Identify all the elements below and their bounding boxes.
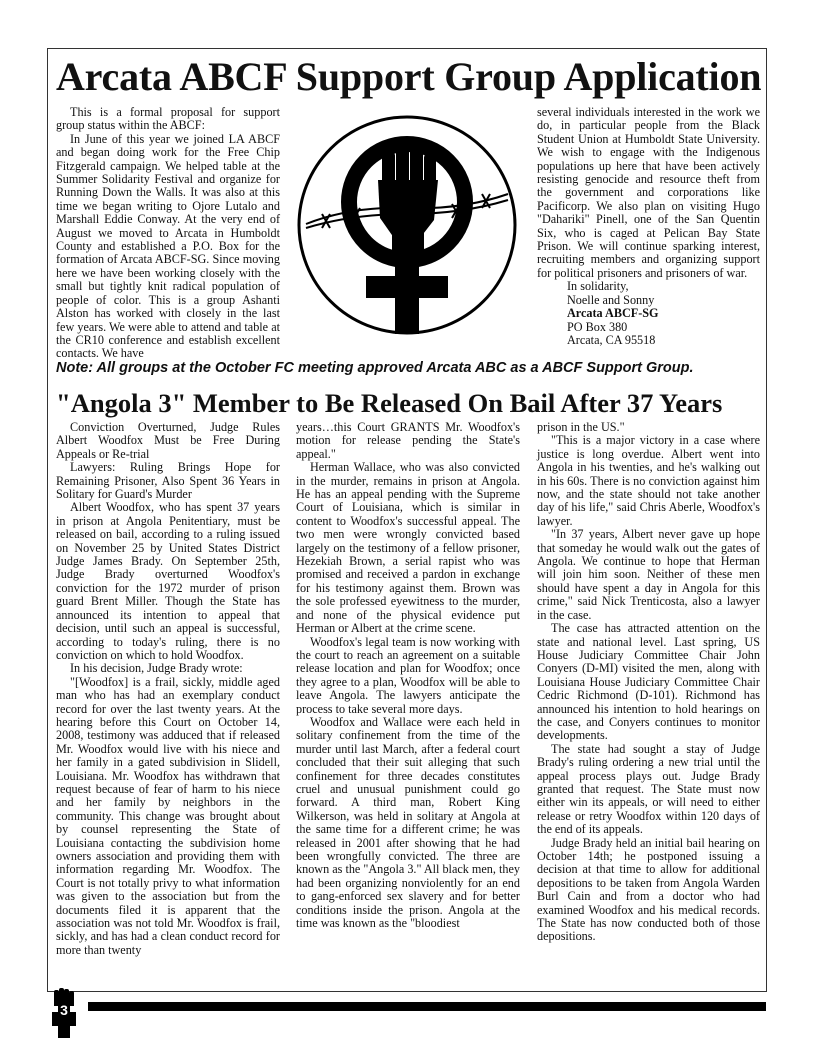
footer-rule (88, 1002, 766, 1011)
article1-column-left (56, 106, 280, 361)
paragraph: Woodfox and Wallace were each held in solitary confinement from the time of the murder until last March, after a federal court concluded that their suit alleging that such confinement for three decades constitutes cruel and unusual punishment could go forward. A third man, Robert King Wilkerson, was held in solitary at Angola at the same time for a different crime; he was released in 2001 after showing that he had been wrongfully convicted. The three are known as the "Angola 3." All black men, they had been organizing nonviolently for an end to gang-enforced sex slavery and for better conditions inside the prison. Angola at the time was known as the "bloodiest (296, 714, 520, 931)
signoff-line: In solidarity, (567, 279, 629, 294)
paragraph: The state had sought a stay of Judge Brady's ruling ordering a new trial until the appeal process plays out. Judge Brady granted that request. The State must now either win its appeals, or will need to either release or retry Woodfox within 120 days of the end of its appeals. (537, 741, 760, 837)
article-headline: "Angola 3" Member to Be Released On Bail After 37 Years (56, 388, 723, 418)
signoff-line (537, 307, 760, 320)
article1-column-right (537, 106, 760, 347)
paragraph: "[Woodfox] is a frail, sickly, middle aged man who has had an exemplary conduct record for over the last twenty years. At the hearing before this Court on October 14, 2008, testimony was adduced that if released Mr. Woodfox would live with his niece and her family in a gated subdivision in Slidell, Louisiana. Mr. Woodfox has withdrawn that request because of fear of harm to his niece and her family by neighbors in the community. This change was brought about by counsel representing the State of Louisiana contacting the subdivision home owners association and providing them with information regarding Mr. Woodfox. The Court is not totally privy to what information was given to the association but from the documents filed it is apparent that the association was not told Mr. Woodfox is frail, sickly, and has had a clean conduct record for more than twenty (56, 674, 280, 957)
signoff-line: Noelle and Sonny (567, 292, 655, 307)
paragraph: Lawyers: Ruling Brings Hope for Remaining Prisoner, Also Spent 36 Years in Solitary for Guard's Murder (56, 460, 280, 502)
paragraph: Conviction Overturned, Judge Rules Albert Woodfox Must be Free During Appeals or Re-trial (56, 420, 280, 461)
page-footer (50, 994, 770, 1034)
paragraph: This is a formal proposal for support group status within the ABCF: (56, 105, 280, 133)
paragraph: Herman Wallace, who was also convicted in the murder, remains in prison at Angola. He has an appeal pending with the Supreme Court of Louisiana, which is similar in content to Woodfox's successful appeal. The two men were wrongly convicted based largely on the testimony of a fellow prisoner, Hezekiah Brown, a serial rapist who was promised and received a pardon in exchange for his testimony against them. Brown was the sole professed eyewitness to the murder, and none of the physical evidence put Herman or Albert at the crime scene. (296, 460, 520, 636)
paragraph: "In 37 years, Albert never gave up hope that someday he would walk out the gates of Angola. We continue to hope that Herman will join him soon. Neither of these men should have spent a day in Angola for this crime," said Nick Trenticosta, also a lawyer in the case. (537, 527, 760, 622)
signoff-group: Arcata ABCF-SG (567, 306, 659, 321)
paragraph: Woodfox's legal team is now working with the court to reach an agreement on a suitable release location and plan for Woodfox; once they agree to a plan, Woodfox will be able to leave Angola. The lawyers anticipate the process to take several more days. (296, 634, 520, 716)
fist-female-symbol-emblem (292, 110, 522, 340)
paragraph: years…this Court GRANTS Mr. Woodfox's motion for release pending the State's appeal." (296, 420, 520, 461)
paragraph: several individuals interested in the work we do, in particular people from the Black Student Union at Humboldt State University. We wish to engage with the Indigenous populations up here that have been actively resisting genocide and resource theft from the government and corporations like Pacificorp. We also plan on visiting Hugo "Dahariki" Pinell, one of the San Quentin Six, who is caged at Pelican Bay State Prison. We will continue sparking interest, recruiting members and organizing support for political prisoners and prisoners of war. (537, 105, 760, 280)
article2-column-3 (537, 421, 760, 944)
paragraph: The case has attracted attention on the state and national level. Last spring, US House Judiciary Committee Chair John Conyers (D-MI) visited the men, along with Louisiana House Judiciary Committee Chair Cedric Richmond (D-101). Richmond has announced his intention to hold hearings on the case, and Conyers continues to monitor developments. (537, 621, 760, 743)
approval-note: Note: All groups at the October FC meeting approved Arcata ABC as a ABCF Support Group. (56, 360, 694, 376)
article2-column-2 (296, 421, 520, 930)
page-number: 3 (60, 1002, 68, 1018)
paragraph: Albert Woodfox, who has spent 37 years in prison at Angola Penitentiary, must be released on bail, according to a ruling issued on November 25 by United States District Judge James Brady. On September 25th, Judge Brady overturned Woodfox's conviction for the 1972 murder of prison guard Brent Miller. Though the State has announced its intention to appeal that decision, until such an appeal is successful, according to today's ruling, there is no conviction on which to hold Woodfox. (56, 500, 280, 662)
paragraph: In June of this year we joined LA ABCF and began doing work for the Free Chip Fitzgerald campaign. We helped table at the Summer Solidarity Festival and organize for Running Down the Walls. It was also at this time we began writing to Ojore Lutalo and Marshall Eddie Conway. At the very end of August we moved to Arcata in Humboldt County and established a P.O. Box for the formation of Arcata ABCF-SG. Since moving here we have been working closely with the small but tightly knit radical population of people of color. This is a group Ashanti Alston has worked with closely in the last few years. We were able to attend and table at the CR10 conference and establish excellent contacts. We have (56, 131, 280, 361)
paragraph: prison in the US." (537, 420, 625, 434)
paragraph: In his decision, Judge Brady wrote: (70, 661, 243, 676)
signoff-line: PO Box 380 (567, 319, 628, 334)
signoff-line: Arcata, CA 95518 (567, 332, 656, 347)
paragraph: Judge Brady held an initial bail hearing on October 14th; he postponed issuing a decision at that time to allow for additional depositions to be taken from Angola Warden Burl Cain and from a doctor who had examined Woodfox and his medical records. The State has now conducted both of those depositions. (537, 835, 760, 944)
paragraph: "This is a major victory in a case where justice is long overdue. Albert went into Angola in his twenties, and he's walking out in his 60s. There is no conviction against him now, and the state should not take another day of his life," said Chris Aberle, Woodfox's lawyer. (537, 433, 760, 528)
article-title: Arcata ABCF Support Group Application (56, 54, 762, 99)
article2-column-1 (56, 421, 280, 957)
